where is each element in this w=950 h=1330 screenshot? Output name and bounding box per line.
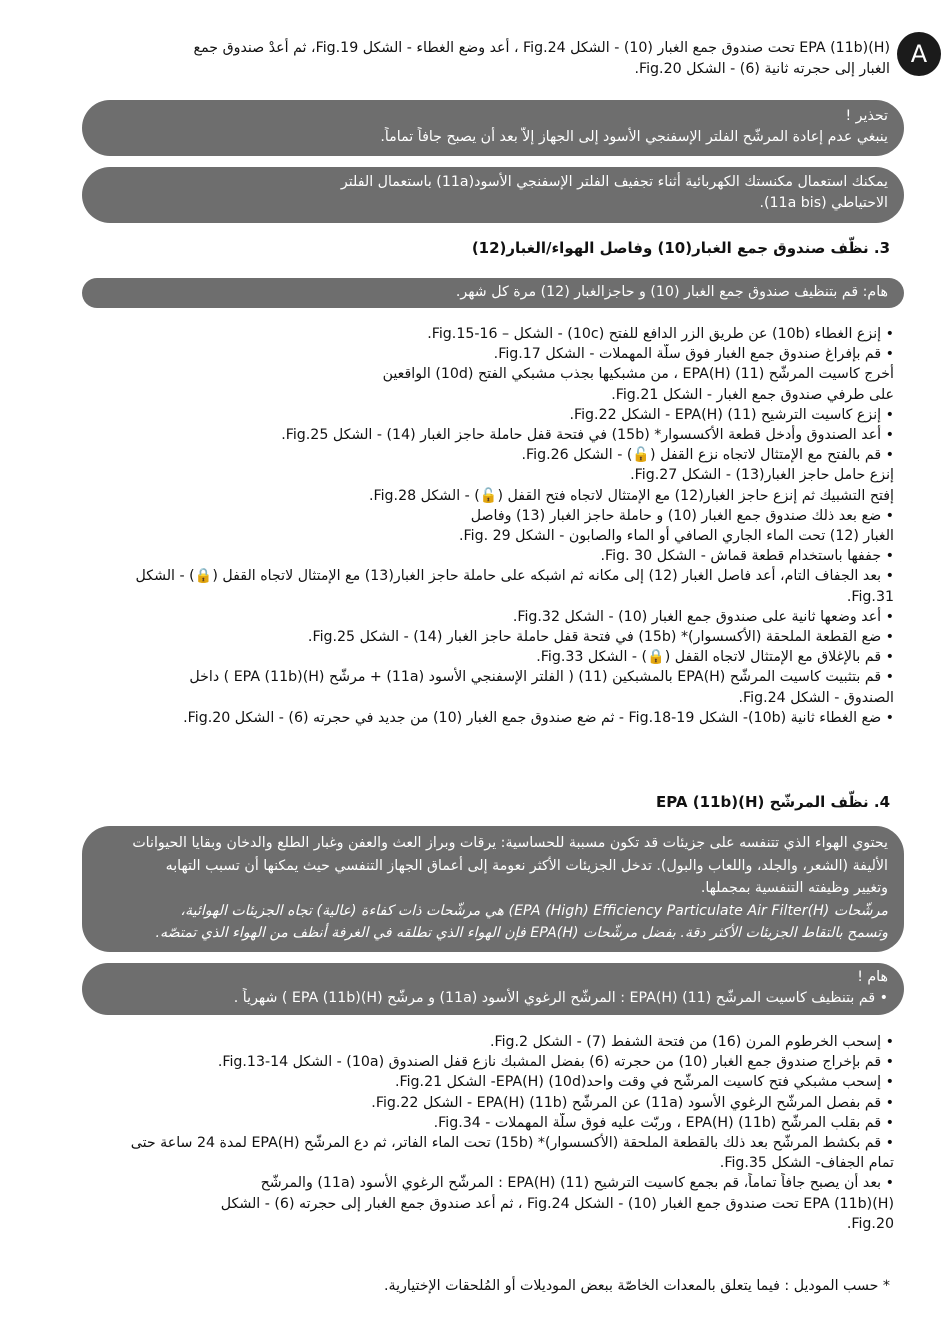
list-item: Fig.31. (846, 588, 894, 605)
important-text: هام: قم بتنظيف صندوق جمع الغبار (10) و حاجزالغبار (12) مرة كل شهر. (455, 284, 888, 300)
important-text: • قم بتنظيف كاسيت المرشّح (11) (H)EPA : المرشّح الرغوي الأسود (11a) و مرشّح (H)EPA (11b) ) شهرياً . (233, 990, 888, 1006)
list-item: أخرج كاسيت المرشّح (11) (H)EPA ، من مشبكيها بجذب مشبكي الفتح (10d) الواقعين (382, 366, 894, 383)
list-item: • قم بفصل المرشّح الرغوي الأسود (11a) عن المرشّح (11b) (H)EPA - الشكل Fig.22. (371, 1094, 894, 1111)
important-box-section-3 (82, 278, 904, 308)
list-item: • قم بتثبيت كاسيت المرشّح (H)EPA بالمشبكين (11) ( الفلتر الإسفنجي الأسود (11a) + مرشّح (H)EPA (11b) ) داخل (189, 669, 894, 686)
list-item: • إسحب مشبكي فتح كاسيت المرشّح في وقت واحد(10d) (H)EPA- الشكل Fig.21. (394, 1074, 894, 1091)
important-box-section-4 (82, 963, 904, 1015)
list-item: Fig.20. (846, 1215, 894, 1232)
warning-box (82, 100, 904, 156)
list-item: الصندوق - الشكل Fig.24. (738, 689, 894, 706)
list-item: • بعد الجفاف التام، أعد فاصل الغبار (12) إلى مكانه ثم اشبكه على حاملة حاجز الغبار(13) مع الإمتثال لاتجاه القفل (🔒) - الشكل (135, 568, 894, 585)
list-item: • جففها باستخدام قطعة قماش - الشكل Fig. 30. (600, 548, 894, 565)
list-item: • أعد الصندوق وأدخل قطعة الأكسسوار* (15b) في فتحة قفل حاملة حاجز الغبار (14) - الشكل Fig.25. (281, 427, 894, 444)
intro-paragraph (90, 38, 890, 80)
list-item: إفتح التشبيك ثم إنزع حاجز الغبار(12) مع الإمتثال لاتجاه فتح القفل (🔓) - الشكل Fig.28. (368, 487, 894, 504)
list-item: • قم بقلب المرشّح (11b) (H)EPA ، وربّت عليه فوق سلّة المهملات - Fig.34. (433, 1114, 894, 1131)
warning-title: تحذير ! (845, 108, 888, 124)
list-item: إنزع حامل حاجز الغبار(13) - الشكل Fig.27. (630, 467, 894, 484)
info-text: وتسمح بالتقاط الجزيئات الأكثر دقة. بفضل مرشّحات (H)EPA فإن الهواء الذي تطلقه في الغرفة أنظف من الهواء الذي تمتصّه. (155, 925, 888, 941)
list-item: • إنزع كاسيت الترشيح (11) (H)EPA - الشكل Fig.22. (569, 406, 894, 423)
list-item: • قم بإفراغ صندوق جمع الغبار فوق سلّة المهملات - الشكل Fig.17. (493, 346, 894, 363)
tip-box (82, 167, 904, 223)
list-item: • قم بإخراج صندوق جمع الغبار (10) من حجرته (6) بفضل المشبك نازع قفل الصندوق (10a) - الشكل Fig.13-14. (217, 1054, 894, 1071)
tip-text: الاحتياطي (11a bis). (759, 195, 888, 211)
info-text: الأليفة (الشعر، والجلد، واللعاب والبول). تدخل الجزيئات الأكثر نعومة إلى أعماق الجهاز التنفسي حيث يمكنها أن تسبب التهابه (165, 857, 888, 874)
info-box-section-4 (82, 826, 904, 952)
info-text: يحتوي الهواء الذي تتنفسه على جزيئات قد تكون مسببة للحساسية: يرقات وبراز العث والعفن وغبار الطلع والدخان وبقايا الحيوانات (132, 835, 888, 851)
list-item: • قم بكشط المرشّح بعد ذلك بالقطعة الملحقة (الأكسسوار)* (15b) تحت الماء الفاتر، ثم دع المرشّح (H)EPA لمدة 24 ساعة حتى (130, 1135, 894, 1152)
list-item: تمام الجفاف- الشكل Fig.35. (719, 1155, 894, 1172)
list-item: • إنزع الغطاء (10b) عن طريق الزر الدافع للفتح (10c) - الشكل – Fig.15-16. (427, 326, 894, 342)
info-text: وتغيير وظيفته التنفسية بمجملها. (700, 880, 888, 896)
tip-text: يمكنك استعمال مكنستك الكهربائية أثناء تجفيف الفلتر الإسفنجي الأسود(11a) باستعمال الفلتر (340, 174, 888, 190)
warning-text: ينبغي عدم إعادة المرشّح الفلتر الإسفنجي الأسود إلى الجهاز إلاّ بعد أن يصبح جافاً تماماً. (380, 129, 888, 145)
list-item: • إسحب الخرطوم المرن (16) من فتحة الشفط (7) - الشكل Fig.2. (489, 1034, 894, 1050)
footnote: * حسب الموديل : فيما يتعلق بالمعدات الخاصّة ببعض الموديلات أو المُلحقات الإختيارية. (383, 1278, 890, 1294)
list-item: • ضع الغطاء ثانية (10b)- الشكل Fig.18-19 - ثم ضع صندوق جمع الغبار (10) من جديد في حجرته (6) - الشكل Fig.20. (183, 709, 894, 726)
text-line: (H)EPA (11b) تحت صندوق جمع الغبار (10) - الشكل Fig.24 ، أعد وضع الغطاء - الشكل Fig.19، ثم أعدْ صندوق جمع (193, 40, 890, 56)
info-text: مرشّحات (H)EPA (High) Efficiency Particulate Air Filter) هي مرشّحات ذات كفاءة (عالية) تجاه الجزيئات الهوائية، (180, 902, 888, 919)
list-item: الغبار (12) تحت الماء الجاري الصافي أو الماء والصابون - الشكل Fig. 29. (459, 528, 894, 545)
list-item: • ضع القطعة الملحقة (الأكسسوار)* (15b) في فتحة قفل حاملة حاجز الغبار (14) - الشكل Fig.25. (307, 629, 894, 646)
list-item: • بعد أن يصبح جافاً تماماً، قم بجمع كاسيت الترشيح (11) (H)EPA : المرشّح الرغوي الأسود (11a) والمرشّح (260, 1175, 894, 1192)
list-item: • أعد وضعها ثانية على صندوق جمع الغبار (10) - الشكل Fig.32. (512, 608, 894, 625)
section-3-steps (90, 324, 894, 728)
language-badge: A (897, 32, 941, 76)
list-item: على طرفي صندوق جمع الغبار - الشكل Fig.21. (611, 386, 894, 403)
important-title: هام ! (857, 969, 888, 985)
section-4-heading: 4. نظّف المرشّح (H)EPA (11b) (656, 793, 890, 811)
list-item: • ضع بعد ذلك صندوق جمع الغبار (10) و حاملة حاجز الغبار (13) وفاصل (470, 507, 894, 524)
list-item: • قم بالفتح مع الإمتثال لاتجاه نزع القفل (🔓) - الشكل Fig.26. (521, 447, 894, 464)
text-line: الغبار إلى حجرته ثانية (6) - الشكل Fig.20. (634, 61, 890, 77)
section-4-steps (90, 1032, 894, 1234)
list-item: (H)EPA (11b) تحت صندوق جمع الغبار (10) - الشكل Fig.24 ، ثم أعد صندوق جمع الغبار إلى حجرته (6) - الشكل (220, 1195, 894, 1212)
section-3-heading: 3. نظّف صندوق جمع الغبار(10) وفاصل الهواء/الغبار(12) (471, 239, 890, 257)
list-item: • قم بالإغلاق مع الإمتثال لاتجاه القفل (🔒) - الشكل Fig.33. (536, 649, 894, 666)
